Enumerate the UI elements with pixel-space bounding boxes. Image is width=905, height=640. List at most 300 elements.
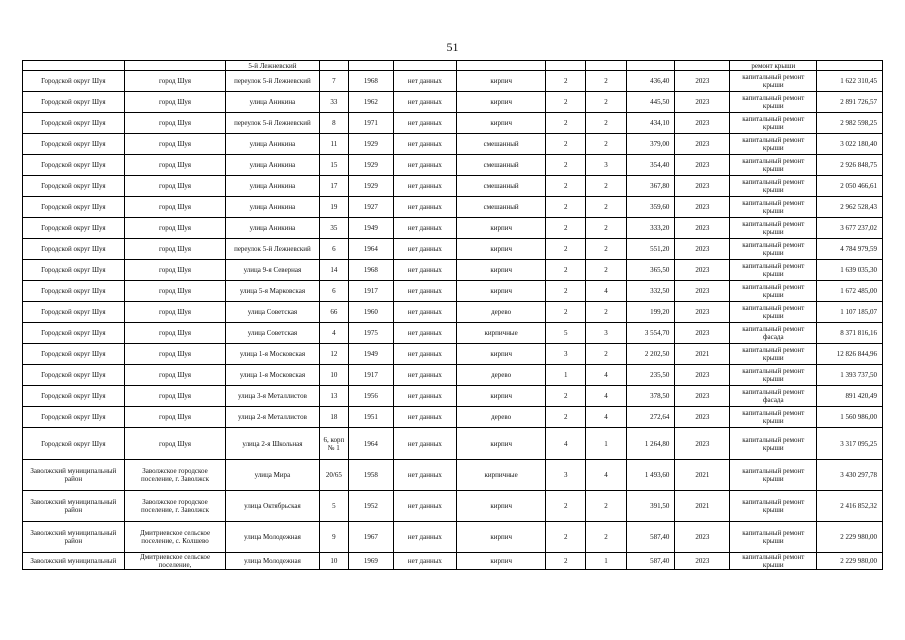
cell-work-type: капитальный ремонт крыши — [730, 71, 817, 92]
cell-street: улица Аникина — [226, 155, 319, 176]
cell-settlement: город Шуя — [124, 428, 226, 460]
cell-work-type: капитальный ремонт фасада — [730, 386, 817, 407]
cell-settlement: город Шуя — [124, 302, 226, 323]
cell-work-type: капитальный ремонт крыши — [730, 197, 817, 218]
table-row — [23, 491, 883, 522]
cell-year-last-repair: нет данных — [393, 365, 457, 386]
cell-house-number: 35 — [319, 218, 349, 239]
cell-wall-material: кирпич — [457, 491, 546, 522]
cell-wall-material: кирпич — [457, 71, 546, 92]
cell-house-number: 15 — [319, 155, 349, 176]
cell-settlement: город Шуя — [124, 92, 226, 113]
cell-entrances: 2 — [586, 302, 626, 323]
cell-wall-material: кирпич — [457, 260, 546, 281]
cell-work-type: капитальный ремонт крыши — [730, 92, 817, 113]
cell-entrances: 2 — [586, 134, 626, 155]
cell-settlement: Заволжское городское поселение, г. Заволжск — [124, 460, 226, 491]
cell-municipality: Городской округ Шуя — [23, 407, 125, 428]
cell-year-last-repair: нет данных — [393, 71, 457, 92]
cell-settlement: город Шуя — [124, 71, 226, 92]
cell-entrances: 2 — [586, 197, 626, 218]
cell-year-last-repair: нет данных — [393, 491, 457, 522]
cell-house-number: 66 — [319, 302, 349, 323]
cell-floors: 2 — [546, 260, 586, 281]
cell-year-last-repair: нет данных — [393, 155, 457, 176]
cell-area: 365,50 — [626, 260, 675, 281]
cell-year-last-repair: нет данных — [393, 302, 457, 323]
cell-municipality: Заволжский муниципальный район — [23, 491, 125, 522]
cell-wall-material: кирпич — [457, 522, 546, 553]
cell-settlement: Дмитриевское сельское поселение, — [124, 553, 226, 570]
cell-floors: 2 — [546, 239, 586, 260]
cell-floors: 2 — [546, 491, 586, 522]
table-row — [23, 460, 883, 491]
cell-street: улица 2-я Металлистов — [226, 407, 319, 428]
cell-year-built: 1927 — [349, 197, 393, 218]
cell-street: улица 3-я Металлистов — [226, 386, 319, 407]
cell-street: переулок 5-й Лежневский — [226, 113, 319, 134]
cell-municipality: Городской округ Шуя — [23, 176, 125, 197]
cell-entrances: 3 — [586, 323, 626, 344]
cell-cost: 2 926 848,75 — [817, 155, 883, 176]
cell-planned-year: 2023 — [675, 176, 730, 197]
cell-cost: 2 050 466,61 — [817, 176, 883, 197]
cell-wall-material: кирпич — [457, 239, 546, 260]
cell-area: 332,50 — [626, 281, 675, 302]
cell-entrances: 1 — [586, 428, 626, 460]
cell-planned-year: 2023 — [675, 134, 730, 155]
cell-year-last-repair: нет данных — [393, 407, 457, 428]
cell-house-number: 18 — [319, 407, 349, 428]
cell-cost: 12 826 844,96 — [817, 344, 883, 365]
cell-floors: 2 — [546, 71, 586, 92]
cell-year-built: 1958 — [349, 460, 393, 491]
cell-year-built: 1960 — [349, 302, 393, 323]
cell-year-last-repair: нет данных — [393, 323, 457, 344]
cell-work-type: капитальный ремонт крыши — [730, 365, 817, 386]
cell-cost: 1 560 986,00 — [817, 407, 883, 428]
cell-wall-material: дерево — [457, 407, 546, 428]
cell-municipality: Заволжский муниципальный район — [23, 460, 125, 491]
cell-street: переулок 5-й Лежневский — [226, 239, 319, 260]
cell-area: 436,40 — [626, 71, 675, 92]
cell-year-last-repair: нет данных — [393, 553, 457, 570]
cell-municipality: Городской округ Шуя — [23, 113, 125, 134]
cell-street: улица Аникина — [226, 92, 319, 113]
cell-cost: 2 229 980,00 — [817, 553, 883, 570]
cell-year-built: 1964 — [349, 239, 393, 260]
cell-street: улица Аникина — [226, 134, 319, 155]
cell-floors: 2 — [546, 155, 586, 176]
cell-area — [626, 61, 675, 71]
cell-settlement: город Шуя — [124, 197, 226, 218]
cell-floors: 2 — [546, 113, 586, 134]
table-row — [23, 134, 883, 155]
cell-cost: 3 677 237,02 — [817, 218, 883, 239]
cell-municipality: Городской округ Шуя — [23, 386, 125, 407]
cell-wall-material: кирпич — [457, 553, 546, 570]
cell-cost: 1 672 485,00 — [817, 281, 883, 302]
cell-street: переулок 5-й Лежневский — [226, 71, 319, 92]
cell-year-last-repair: нет данных — [393, 134, 457, 155]
cell-floors: 2 — [546, 92, 586, 113]
cell-street: улица 2-я Школьная — [226, 428, 319, 460]
cell-work-type: капитальный ремонт крыши — [730, 522, 817, 553]
cell-floors — [546, 61, 586, 71]
cell-entrances: 2 — [586, 260, 626, 281]
cell-planned-year — [675, 61, 730, 71]
cell-entrances: 4 — [586, 407, 626, 428]
cell-work-type: капитальный ремонт крыши — [730, 218, 817, 239]
cell-area: 1 264,80 — [626, 428, 675, 460]
cell-floors: 2 — [546, 386, 586, 407]
cell-house-number: 10 — [319, 365, 349, 386]
cell-area: 1 493,60 — [626, 460, 675, 491]
cell-wall-material: кирпич — [457, 92, 546, 113]
cell-year-built: 1917 — [349, 281, 393, 302]
cell-area: 235,50 — [626, 365, 675, 386]
cell-municipality: Городской округ Шуя — [23, 323, 125, 344]
table-row — [23, 155, 883, 176]
cell-municipality: Городской округ Шуя — [23, 260, 125, 281]
cell-house-number: 20/65 — [319, 460, 349, 491]
cell-house-number: 19 — [319, 197, 349, 218]
cell-cost: 891 420,49 — [817, 386, 883, 407]
cell-entrances: 1 — [586, 553, 626, 570]
table-row — [23, 386, 883, 407]
cell-area: 551,20 — [626, 239, 675, 260]
cell-wall-material: кирпич — [457, 281, 546, 302]
cell-area: 434,10 — [626, 113, 675, 134]
cell-cost: 2 891 726,57 — [817, 92, 883, 113]
cell-floors: 2 — [546, 302, 586, 323]
cell-municipality: Городской округ Шуя — [23, 134, 125, 155]
cell-cost: 3 022 180,40 — [817, 134, 883, 155]
cell-wall-material: кирпич — [457, 386, 546, 407]
cell-area: 199,20 — [626, 302, 675, 323]
cell-work-type: капитальный ремонт крыши — [730, 155, 817, 176]
cell-cost: 2 416 852,32 — [817, 491, 883, 522]
cell-cost: 8 371 816,16 — [817, 323, 883, 344]
cell-wall-material: смешанный — [457, 155, 546, 176]
table-row — [23, 553, 883, 570]
cell-cost: 2 982 598,25 — [817, 113, 883, 134]
cell-year-last-repair: нет данных — [393, 428, 457, 460]
cell-municipality: Городской округ Шуя — [23, 365, 125, 386]
cell-wall-material: кирпичные — [457, 460, 546, 491]
cell-wall-material — [457, 61, 546, 71]
cell-entrances: 2 — [586, 522, 626, 553]
cell-street: улица Молодежная — [226, 553, 319, 570]
cell-street: улица Аникина — [226, 197, 319, 218]
cell-entrances: 2 — [586, 92, 626, 113]
cell-settlement: город Шуя — [124, 365, 226, 386]
cell-year-last-repair: нет данных — [393, 176, 457, 197]
cell-year-last-repair: нет данных — [393, 260, 457, 281]
cell-house-number: 13 — [319, 386, 349, 407]
cell-settlement: город Шуя — [124, 155, 226, 176]
cell-work-type: капитальный ремонт крыши — [730, 344, 817, 365]
cell-house-number: 9 — [319, 522, 349, 553]
table-row — [23, 428, 883, 460]
cell-entrances: 2 — [586, 239, 626, 260]
cell-area: 272,64 — [626, 407, 675, 428]
cell-work-type: капитальный ремонт крыши — [730, 460, 817, 491]
cell-floors: 2 — [546, 522, 586, 553]
cell-cost: 3 430 297,78 — [817, 460, 883, 491]
cell-wall-material: смешанный — [457, 197, 546, 218]
cell-municipality: Городской округ Шуя — [23, 71, 125, 92]
cell-work-type: капитальный ремонт крыши — [730, 407, 817, 428]
cell-year-built: 1949 — [349, 218, 393, 239]
cell-year-built: 1962 — [349, 92, 393, 113]
cell-cost: 1 622 310,45 — [817, 71, 883, 92]
cell-work-type: капитальный ремонт крыши — [730, 281, 817, 302]
cell-year-built: 1949 — [349, 344, 393, 365]
cell-street: улица 5-я Марковская — [226, 281, 319, 302]
cell-floors: 2 — [546, 407, 586, 428]
cell-work-type: капитальный ремонт крыши — [730, 553, 817, 570]
cell-settlement: город Шуя — [124, 176, 226, 197]
cell-year-built: 1951 — [349, 407, 393, 428]
cell-settlement: город Шуя — [124, 239, 226, 260]
cell-year-last-repair: нет данных — [393, 460, 457, 491]
cell-planned-year: 2023 — [675, 218, 730, 239]
cell-floors: 2 — [546, 218, 586, 239]
cell-house-number: 8 — [319, 113, 349, 134]
cell-year-built: 1968 — [349, 260, 393, 281]
table-row — [23, 407, 883, 428]
cell-wall-material: кирпич — [457, 344, 546, 365]
cell-area: 3 554,70 — [626, 323, 675, 344]
cell-area: 354,40 — [626, 155, 675, 176]
cell-cost — [817, 61, 883, 71]
cell-year-last-repair: нет данных — [393, 218, 457, 239]
cell-house-number — [319, 61, 349, 71]
cell-wall-material: кирпич — [457, 113, 546, 134]
cell-work-type: капитальный ремонт крыши — [730, 176, 817, 197]
page-number: 51 — [446, 40, 459, 54]
cell-floors: 1 — [546, 365, 586, 386]
cell-street: улица Советская — [226, 323, 319, 344]
table-row — [23, 113, 883, 134]
cell-settlement: Заволжское городское поселение, г. Заволжск — [124, 491, 226, 522]
cell-settlement: город Шуя — [124, 323, 226, 344]
cell-year-built: 1956 — [349, 386, 393, 407]
cell-settlement: город Шуя — [124, 281, 226, 302]
cell-cost: 4 784 979,59 — [817, 239, 883, 260]
cell-year-built: 1952 — [349, 491, 393, 522]
cell-planned-year: 2023 — [675, 323, 730, 344]
cell-house-number: 6, корп № 1 — [319, 428, 349, 460]
cell-planned-year: 2023 — [675, 92, 730, 113]
cell-planned-year: 2023 — [675, 281, 730, 302]
cell-year-built: 1975 — [349, 323, 393, 344]
cell-planned-year: 2023 — [675, 302, 730, 323]
cell-house-number: 6 — [319, 281, 349, 302]
cell-municipality — [23, 61, 125, 71]
cell-settlement: город Шуя — [124, 260, 226, 281]
table-row — [23, 323, 883, 344]
cell-area: 587,40 — [626, 522, 675, 553]
cell-settlement: город Шуя — [124, 407, 226, 428]
cell-planned-year: 2023 — [675, 522, 730, 553]
housing-repair-table — [22, 60, 883, 570]
cell-municipality: Городской округ Шуя — [23, 428, 125, 460]
cell-street: 5-й Лежневский — [226, 61, 319, 71]
table-row — [23, 260, 883, 281]
cell-municipality: Городской округ Шуя — [23, 197, 125, 218]
cell-planned-year: 2023 — [675, 260, 730, 281]
cell-year-built: 1969 — [349, 553, 393, 570]
cell-floors: 5 — [546, 323, 586, 344]
cell-work-type: капитальный ремонт крыши — [730, 260, 817, 281]
cell-floors: 2 — [546, 176, 586, 197]
cell-cost: 2 229 980,00 — [817, 522, 883, 553]
cell-area: 333,20 — [626, 218, 675, 239]
cell-municipality: Городской округ Шуя — [23, 155, 125, 176]
cell-floors: 2 — [546, 134, 586, 155]
cell-year-built: 1929 — [349, 176, 393, 197]
cell-house-number: 17 — [319, 176, 349, 197]
cell-street: улица 1-я Московская — [226, 344, 319, 365]
cell-settlement: город Шуя — [124, 113, 226, 134]
cell-house-number: 4 — [319, 323, 349, 344]
cell-area: 379,00 — [626, 134, 675, 155]
cell-floors: 2 — [546, 281, 586, 302]
cell-entrances: 4 — [586, 365, 626, 386]
cell-street: улица Аникина — [226, 176, 319, 197]
cell-settlement: город Шуя — [124, 218, 226, 239]
cell-planned-year: 2021 — [675, 344, 730, 365]
cell-year-built: 1967 — [349, 522, 393, 553]
cell-year-last-repair: нет данных — [393, 281, 457, 302]
cell-municipality: Городской округ Шуя — [23, 218, 125, 239]
cell-house-number: 33 — [319, 92, 349, 113]
cell-year-last-repair: нет данных — [393, 522, 457, 553]
cell-house-number: 6 — [319, 239, 349, 260]
cell-work-type: капитальный ремонт крыши — [730, 428, 817, 460]
cell-area: 391,50 — [626, 491, 675, 522]
cell-settlement — [124, 61, 226, 71]
cell-planned-year: 2023 — [675, 407, 730, 428]
table-row — [23, 365, 883, 386]
table-row — [23, 344, 883, 365]
cell-work-type: капитальный ремонт крыши — [730, 134, 817, 155]
cell-house-number: 5 — [319, 491, 349, 522]
cell-planned-year: 2023 — [675, 71, 730, 92]
cell-house-number: 14 — [319, 260, 349, 281]
cell-entrances: 3 — [586, 155, 626, 176]
cell-year-built: 1968 — [349, 71, 393, 92]
cell-municipality: Заволжский муниципальный район — [23, 522, 125, 553]
cell-floors: 2 — [546, 553, 586, 570]
cell-street: улица Мира — [226, 460, 319, 491]
cell-floors: 4 — [546, 428, 586, 460]
table-row — [23, 92, 883, 113]
cell-work-type: капитальный ремонт фасада — [730, 323, 817, 344]
cell-year-last-repair: нет данных — [393, 386, 457, 407]
cell-entrances: 4 — [586, 281, 626, 302]
cell-planned-year: 2021 — [675, 491, 730, 522]
cell-planned-year: 2021 — [675, 460, 730, 491]
cell-municipality: Городской округ Шуя — [23, 302, 125, 323]
table-row — [23, 176, 883, 197]
cell-area: 2 202,50 — [626, 344, 675, 365]
cell-year-last-repair: нет данных — [393, 197, 457, 218]
cell-planned-year: 2023 — [675, 365, 730, 386]
cell-municipality: Городской округ Шуя — [23, 239, 125, 260]
cell-area: 359,60 — [626, 197, 675, 218]
cell-entrances: 2 — [586, 218, 626, 239]
cell-year-last-repair: нет данных — [393, 92, 457, 113]
table-row — [23, 281, 883, 302]
cell-entrances: 2 — [586, 113, 626, 134]
cell-cost: 1 639 035,30 — [817, 260, 883, 281]
cell-year-built: 1964 — [349, 428, 393, 460]
cell-wall-material: дерево — [457, 302, 546, 323]
table-row — [23, 61, 883, 71]
table-row — [23, 522, 883, 553]
cell-work-type: ремонт крыши — [730, 61, 817, 71]
cell-planned-year: 2023 — [675, 553, 730, 570]
cell-year-last-repair: нет данных — [393, 239, 457, 260]
cell-work-type: капитальный ремонт крыши — [730, 239, 817, 260]
cell-area: 367,80 — [626, 176, 675, 197]
cell-year-built — [349, 61, 393, 71]
cell-entrances: 2 — [586, 344, 626, 365]
cell-cost: 3 317 095,25 — [817, 428, 883, 460]
cell-work-type: капитальный ремонт крыши — [730, 302, 817, 323]
cell-house-number: 11 — [319, 134, 349, 155]
cell-entrances: 2 — [586, 176, 626, 197]
cell-floors: 3 — [546, 344, 586, 365]
cell-street: улица Советская — [226, 302, 319, 323]
cell-house-number: 10 — [319, 553, 349, 570]
table-row — [23, 71, 883, 92]
cell-year-last-repair: нет данных — [393, 344, 457, 365]
cell-year-last-repair — [393, 61, 457, 71]
cell-wall-material: кирпич — [457, 218, 546, 239]
table-row — [23, 302, 883, 323]
cell-work-type: капитальный ремонт крыши — [730, 491, 817, 522]
cell-planned-year: 2023 — [675, 113, 730, 134]
cell-entrances: 4 — [586, 460, 626, 491]
cell-year-built: 1929 — [349, 155, 393, 176]
cell-entrances: 2 — [586, 71, 626, 92]
cell-municipality: Городской округ Шуя — [23, 344, 125, 365]
table-row — [23, 197, 883, 218]
cell-wall-material: кирпичные — [457, 323, 546, 344]
cell-planned-year: 2023 — [675, 428, 730, 460]
cell-wall-material: смешанный — [457, 134, 546, 155]
cell-municipality: Городской округ Шуя — [23, 281, 125, 302]
cell-planned-year: 2023 — [675, 197, 730, 218]
cell-year-built: 1929 — [349, 134, 393, 155]
cell-street: улица 1-я Московская — [226, 365, 319, 386]
cell-municipality: Городской округ Шуя — [23, 92, 125, 113]
cell-settlement: Дмитриевское сельское поселение, с. Колшево — [124, 522, 226, 553]
cell-settlement: город Шуя — [124, 386, 226, 407]
cell-cost: 2 962 528,43 — [817, 197, 883, 218]
cell-settlement: город Шуя — [124, 134, 226, 155]
cell-year-last-repair: нет данных — [393, 113, 457, 134]
cell-street: улица Аникина — [226, 218, 319, 239]
cell-settlement: город Шуя — [124, 344, 226, 365]
cell-year-built: 1917 — [349, 365, 393, 386]
cell-cost: 1 393 737,50 — [817, 365, 883, 386]
table-row — [23, 218, 883, 239]
